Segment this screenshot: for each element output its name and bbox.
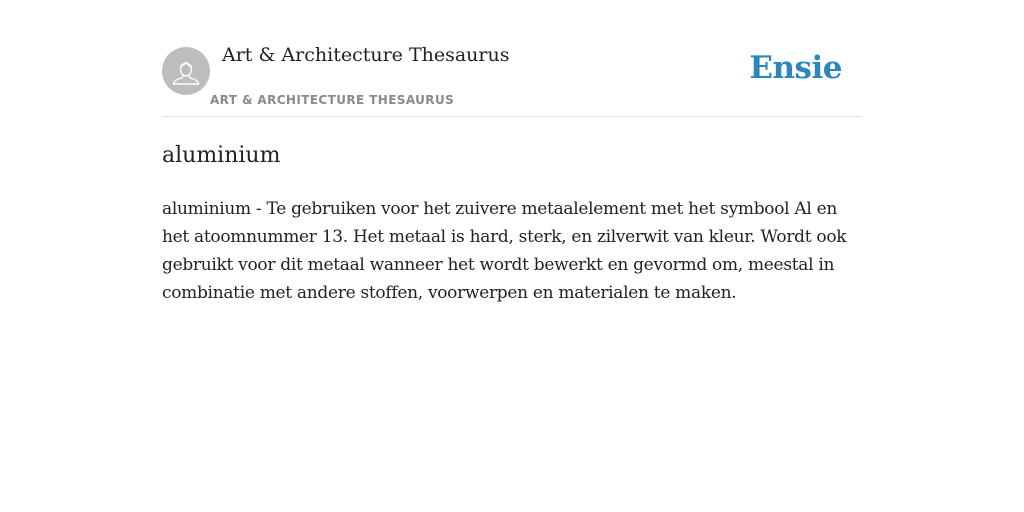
content-container: [162, 0, 862, 307]
entry-definition: aluminium - Te gebruiken voor het zuivere metaalelement met het symbool Al en het atoomnummer 13. Het metaal is hard, sterk, en zilverwit van kleur. Wordt ook gebruikt voor dit metaal wanneer het wordt bewerkt en gevormd om, meestal in combinatie met andere stoffen, voorwerpen en materialen te maken.: [162, 199, 847, 303]
user-silhouette-icon: [162, 47, 210, 95]
entry-header: [162, 0, 862, 117]
source-label[interactable]: ART & ARCHITECTURE THESAURUS: [210, 93, 455, 107]
author-name[interactable]: Art & Architecture Thesaurus: [222, 44, 510, 66]
author-avatar[interactable]: [162, 47, 210, 95]
ensie-logo[interactable]: Ensie: [749, 50, 842, 86]
entry-term: aluminium: [162, 143, 281, 168]
